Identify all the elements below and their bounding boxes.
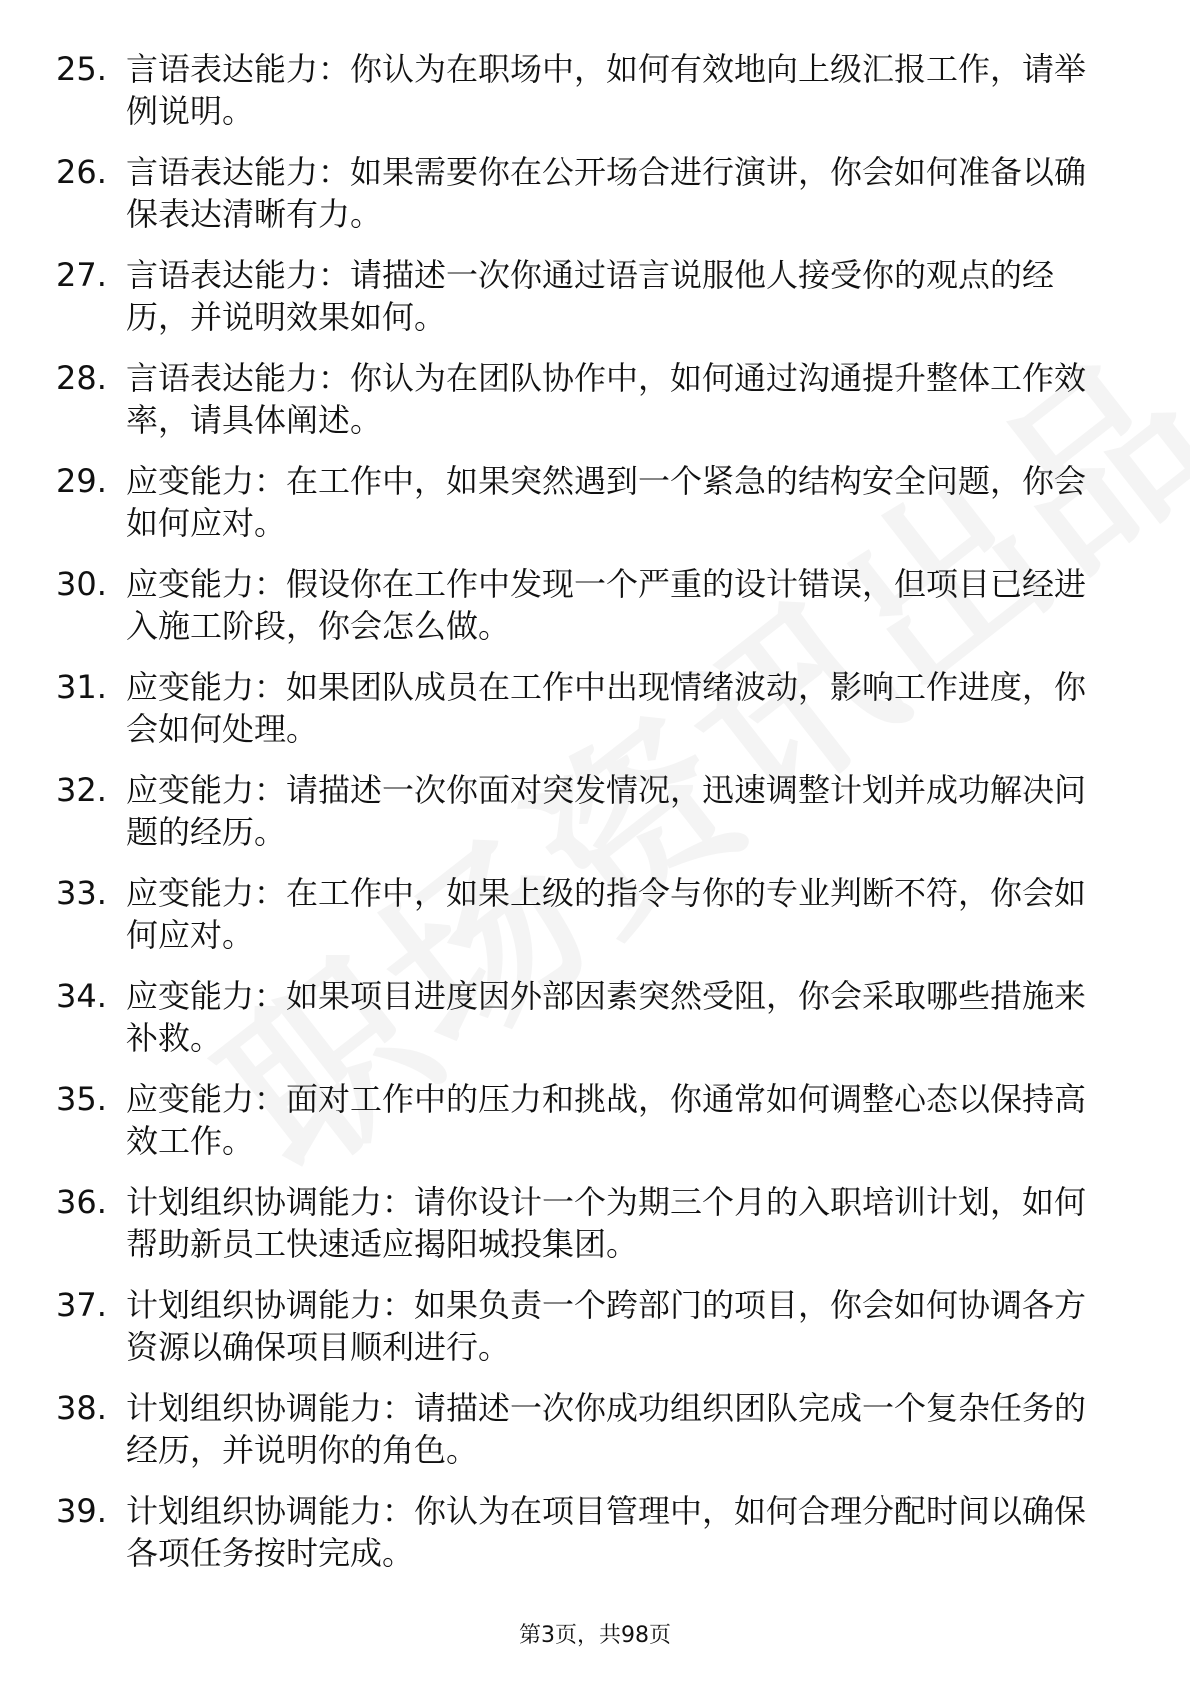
list-item (0, 1490, 1190, 1574)
question-text: 应变能力：面对工作中的压力和挑战，你通常如何调整心态以保持高效工作。 (126, 1080, 1087, 1160)
question-text: 言语表达能力：你认为在团队协作中，如何通过沟通提升整体工作效率，请具体阐述。 (126, 359, 1087, 439)
list-item (0, 1284, 1190, 1368)
question-number: 35. (56, 1080, 107, 1118)
list-item (0, 1078, 1190, 1162)
question-number: 25. (56, 50, 107, 88)
question-text: 应变能力：请描述一次你面对突发情况，迅速调整计划并成功解决问题的经历。 (126, 771, 1087, 851)
list-item (0, 460, 1190, 544)
question-number: 26. (56, 153, 107, 191)
question-text: 计划组织协调能力：如果负责一个跨部门的项目，你会如何协调各方资源以确保项目顺利进行。 (126, 1286, 1087, 1366)
question-number: 30. (56, 565, 107, 603)
list-item (0, 1181, 1190, 1265)
page-footer: 第3页，共98页 (519, 1623, 671, 1648)
question-number: 37. (56, 1286, 107, 1324)
list-item (0, 563, 1190, 647)
question-number: 33. (56, 874, 107, 912)
question-text: 计划组织协调能力：你认为在项目管理中，如何合理分配时间以确保各项任务按时完成。 (126, 1492, 1087, 1572)
question-text: 言语表达能力：如果需要你在公开场合进行演讲，你会如何准备以确保表达清晰有力。 (126, 153, 1087, 233)
question-number: 31. (56, 668, 107, 706)
question-number: 29. (56, 462, 107, 500)
question-list (0, 48, 1190, 1593)
question-text: 应变能力：如果团队成员在工作中出现情绪波动，影响工作进度，你会如何处理。 (126, 668, 1087, 748)
list-item (0, 151, 1190, 235)
list-item (0, 769, 1190, 853)
list-item (0, 975, 1190, 1059)
question-text: 言语表达能力：你认为在职场中，如何有效地向上级汇报工作，请举例说明。 (126, 50, 1087, 130)
question-number: 34. (56, 977, 107, 1015)
list-item (0, 254, 1190, 338)
question-number: 36. (56, 1183, 107, 1221)
question-text: 计划组织协调能力：请描述一次你成功组织团队完成一个复杂任务的经历，并说明你的角色。 (126, 1389, 1087, 1469)
question-text: 应变能力：在工作中，如果上级的指令与你的专业判断不符，你会如何应对。 (126, 874, 1087, 954)
question-number: 27. (56, 256, 107, 294)
question-number: 28. (56, 359, 107, 397)
question-text: 言语表达能力：请描述一次你通过语言说服他人接受你的观点的经历，并说明效果如何。 (126, 256, 1055, 336)
list-item (0, 666, 1190, 750)
question-number: 39. (56, 1492, 107, 1530)
list-item (0, 872, 1190, 956)
list-item (0, 48, 1190, 132)
question-text: 应变能力：如果项目进度因外部因素突然受阻，你会采取哪些措施来补救。 (126, 977, 1087, 1057)
question-text: 应变能力：在工作中，如果突然遇到一个紧急的结构安全问题，你会如何应对。 (126, 462, 1087, 542)
question-number: 38. (56, 1389, 107, 1427)
question-text: 应变能力：假设你在工作中发现一个严重的设计错误，但项目已经进入施工阶段，你会怎么做。 (126, 565, 1087, 645)
question-text: 计划组织协调能力：请你设计一个为期三个月的入职培训计划，如何帮助新员工快速适应揭阳城投集团。 (126, 1183, 1087, 1263)
question-number: 32. (56, 771, 107, 809)
list-item (0, 357, 1190, 441)
list-item (0, 1387, 1190, 1471)
